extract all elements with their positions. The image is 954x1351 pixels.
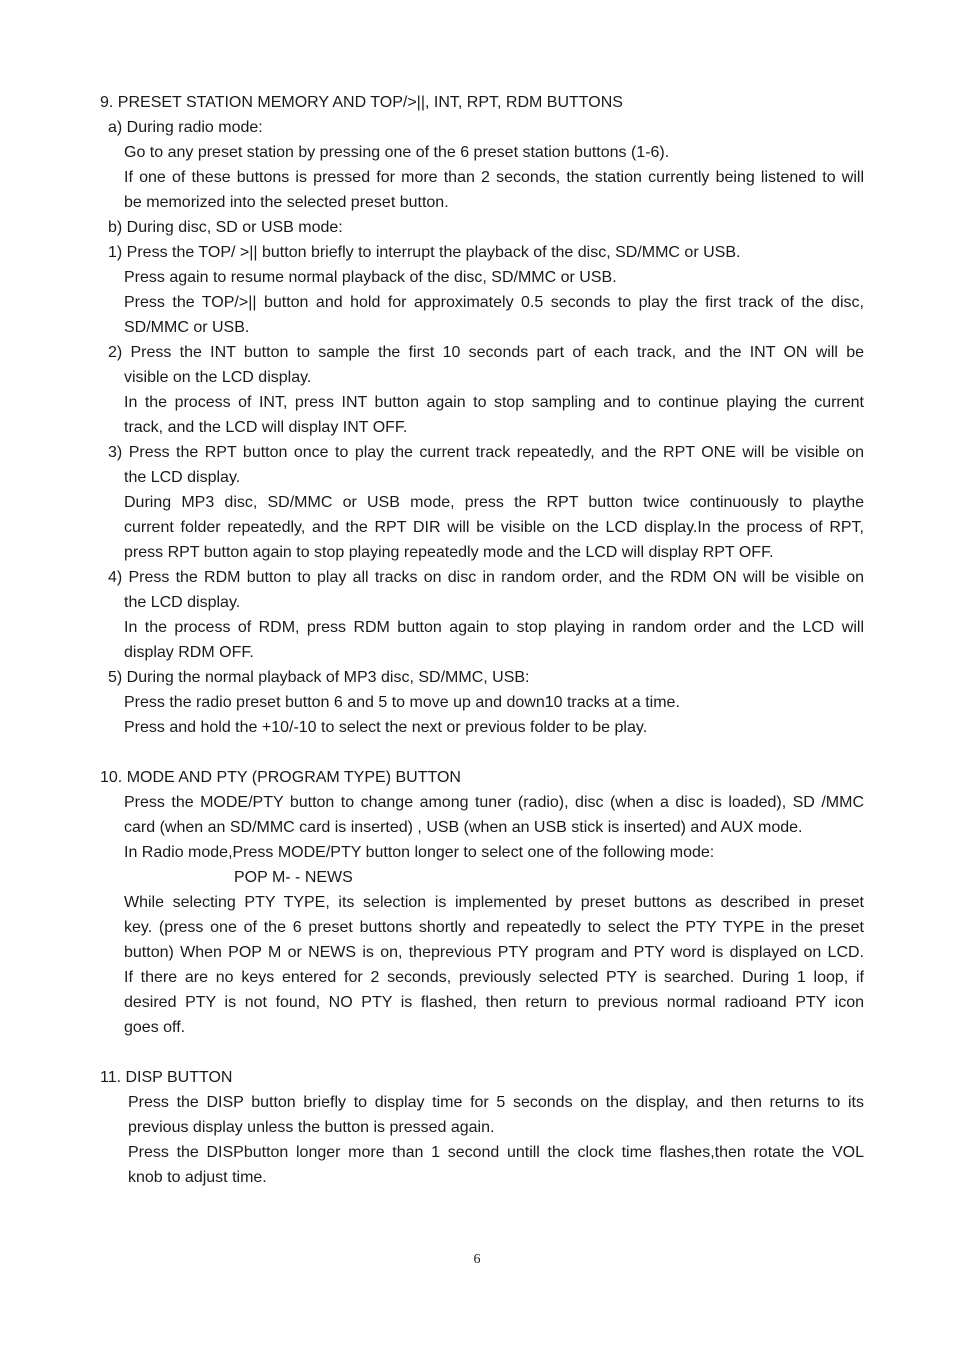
paragraph-line: Go to any preset station by pressing one of the 6 preset station buttons (1-6). [124,144,670,161]
paragraph-line: current folder repeatedly, and the RPT DIR will be visible on the LCD display.In the process of RPT, [124,519,864,536]
paragraph-line: Press again to resume normal playback of the disc, SD/MMC or USB. [124,269,617,286]
paragraph-line: Press the DISP button briefly to display time for 5 seconds on the display, and then returns to its [128,1094,864,1111]
list-item-1: 1) Press the TOP/ >|| button briefly to interrupt the playback of the disc, SD/MMC or USB. [108,244,741,261]
paragraph-line: In the process of RDM, press RDM button again to stop playing in random order and the LCD will [124,619,864,636]
list-item-2: 2) Press the INT button to sample the first 10 seconds part of each track, and the INT ON will be [108,344,864,361]
section-10-heading: 10. MODE AND PTY (PROGRAM TYPE) BUTTON [100,769,461,786]
page-number: 6 [473,1252,481,1267]
radio-mode-label: a) During radio mode: [108,119,263,136]
paragraph-line: During MP3 disc, SD/MMC or USB mode, press the RPT button twice continuously to playthe [124,494,864,511]
paragraph-line: be memorized into the selected preset button. [124,194,449,211]
paragraph-line: display RDM OFF. [124,644,254,661]
paragraph-line: While selecting PTY TYPE, its selection is implemented by preset buttons as described in preset [124,894,864,911]
list-item-3: 3) Press the RPT button once to play the current track repeatedly, and the RPT ONE will be visible on [108,444,864,461]
list-item-4: 4) Press the RDM button to play all tracks on disc in random order, and the RDM ON will be visible on [108,569,864,586]
paragraph-line: previous display unless the button is pressed again. [128,1119,495,1136]
paragraph-line: In Radio mode,Press MODE/PTY button longer to select one of the following mode: [124,844,715,861]
paragraph-line: button) When POP M or NEWS is on, theprevious PTY program and PTY word is displayed on LCD. [124,944,864,961]
paragraph-line: Press the TOP/>|| button and hold for approximately 0.5 seconds to play the first track of the disc, [124,294,864,311]
paragraph-line: Press the MODE/PTY button to change among tuner (radio), disc (when a disc is loaded), SD /MMC [124,794,864,811]
paragraph-line: SD/MMC or USB. [124,319,250,336]
pty-mode-options: POP M- - NEWS [234,869,353,886]
paragraph-line: Press and hold the +10/-10 to select the next or previous folder to be play. [124,719,648,736]
paragraph-line: Press the DISPbutton longer more than 1 second untill the clock time flashes,then rotate the VOL [128,1144,864,1161]
disc-mode-label: b) During disc, SD or USB mode: [108,219,343,236]
paragraph-line: key. (press one of the 6 preset buttons shortly and repeatedly to select the PTY TYPE in the preset [124,919,864,936]
paragraph-line: press RPT button again to stop playing repeatedly mode and the LCD will display RPT OFF. [124,544,774,561]
paragraph-line: If there are no keys entered for 2 seconds, previously selected PTY is searched. During 1 loop, if [124,969,864,986]
paragraph-line: Press the radio preset button 6 and 5 to move up and down10 tracks at a time. [124,694,680,711]
paragraph-line: visible on the LCD display. [124,369,312,386]
paragraph-line: If one of these buttons is pressed for more than 2 seconds, the station currently being listened to will [124,169,864,186]
paragraph-line: In the process of INT, press INT button again to stop sampling and to continue playing the current [124,394,864,411]
paragraph-line: desired PTY is not found, NO PTY is flashed, then return to previous normal radioand PTY icon [124,994,864,1011]
paragraph-line: the LCD display. [124,594,241,611]
paragraph-line: track, and the LCD will display INT OFF. [124,419,408,436]
section-9-heading: 9. PRESET STATION MEMORY AND TOP/>||, INT, RPT, RDM BUTTONS [100,94,623,111]
section-11-heading: 11. DISP BUTTON [100,1069,233,1086]
paragraph-line: goes off. [124,1019,186,1036]
paragraph-line: the LCD display. [124,469,241,486]
list-item-5: 5) During the normal playback of MP3 disc, SD/MMC, USB: [108,669,530,686]
paragraph-line: card (when an SD/MMC card is inserted) , USB (when an USB stick is inserted) and AUX mode. [124,819,803,836]
paragraph-line: knob to adjust time. [128,1169,267,1186]
